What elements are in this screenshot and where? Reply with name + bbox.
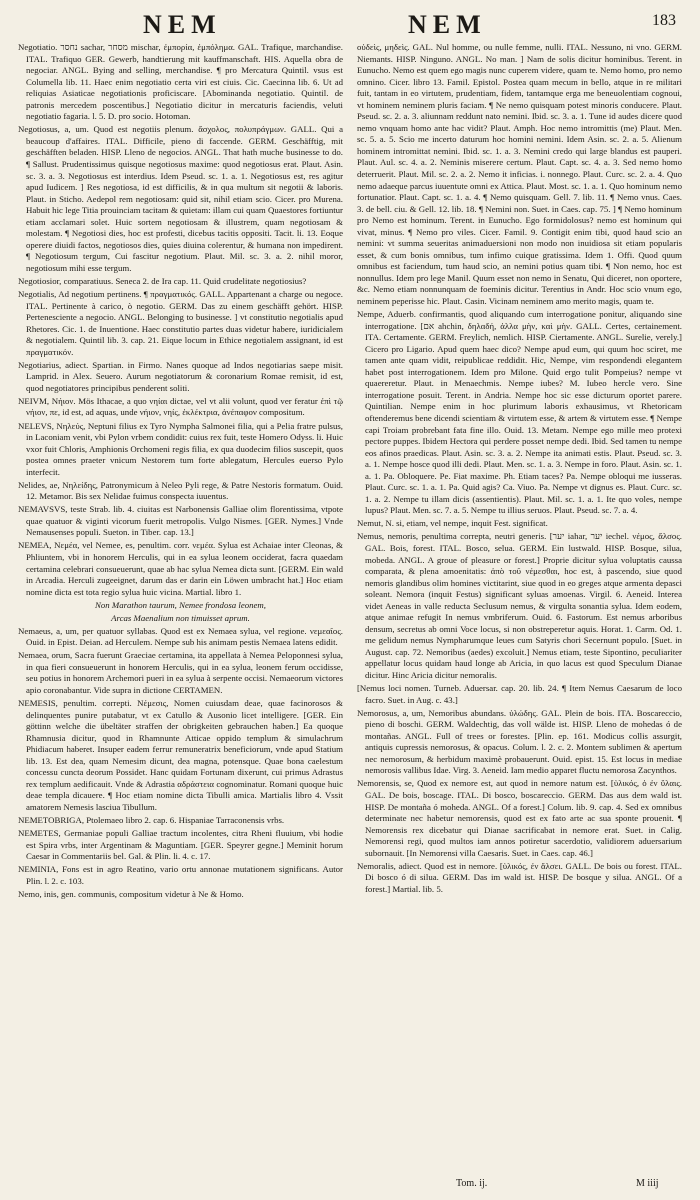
entry-nemaea: Nemaea, orum, Sacra fuerunt Graeciae certamina, ita appellata à Nemea Peloponnesi sylua, in qua fieri consueuerunt in honorem Herculis, qui in ea sylua, leonem ferum occidisse, seu potius in honorem Archemori pueri in ea sylua à serpente occisi. Nemaeorum victores apio coronabantur. Vide supra in dictione CERTAMEN. bbox=[18, 650, 343, 696]
left-column bbox=[18, 42, 343, 1170]
volume-signature: Tom. ij. bbox=[456, 1178, 488, 1189]
entry-nemo-continued: οὐδεὶς, μηδεὶς. GAL. Nul homme, ou nulle femme, nulli. ITAL. Nessuno, ni vno. GERM. Niemants. HISP. Ninguno. ANGL. No man. ] Nam de solis dicitur hominibus. Terent. in Eunucho. Nemo est quem ego magis nunc cuperem videre, quam te. Nemo homo, pro nemo omnino. Cicer. libro 13. Famil. Epistol. Postea quam mecum in bello, atque in re militari fuit, tantam in eo virtutem, prudentiam, fidem, tantamque erga me beneuolentiam cognoui, vt hominem neminem pluris faciam. ¶ Ne nemo quisquam potest minoris conducere. Plaut. Pseud. sc. 2. a. 3. aliunnam reddunt nato nemini. Ibid. sc. 3. a. 1. Tune id audes dicere quod nemo vnquam homo ante hac vidit? Plaut. Amph. Hoc nemo intromittis (me) Plaut. Men. sc. 5. a. 5. Scio me incerto daturum hoc homini nemini. Idem Asin. sc. 2. a. 5. Alienum hominem intromittat nemini. Ibid. sc. 1. a. 3. Nemini credo qui large blandus est pauperi. Plaut. Aul. sc. 4. a. 2. Neminis miserere certum. Plaut. Capt. sc. 4. a. 3. Sed nemo homo deterruerit. Plaut. Mil. sc. 2. a. 2. Nemo it inficias. i. nonnego. Plaut. Curc. sc. 2. a. 4. Quo nemo adaeque parcus iuuentute omni ex Attica. Plaut. Most. sc. 1. a. 1. Quo hominum nemo fortunatior. Plaut. Capt. sc. 1. a. 4. ¶ Nemo quisquam. Gell. 7. lib. 11. ¶ Nemo vnus. Caes. 3. de bell. ciu. & Gell. 12. lib. 18. ¶ Nemini non. Suet. in Caes. cap. 75. ] ¶ Nemo hominum pro Nemo est hominum. Terent. in Eunucho. Ego formidolosus? nemo est hominum qui vivat, minus. ¶ Nemo pro viles. Cicer. Famil. 9. Contigit enim tibi, quod haud scio an nemini: vt summa seueritas animaduersioni non modo non inuidiosa sit etiam popularis esset, & cum bonis omnibus, tum infimo cuique gratissima. Idem 1. Offi. Quod quum omnibus est faciendum, tum haud scio, an nemini potius quam tibi. ¶ Non nemo, hoc est nonnullus. Idem pro lege Manil. Quum esset non nemo in Senatu, Qui diceret, non oportere, &c. Nemo etiam nonnunquam de foeminis dicitur. Terentius in Andr. Hoc scio vnum ego, neminem peperisse hic. Plaut. Casin. Vicinam neminem amo merito magis, quam te. bbox=[357, 42, 682, 307]
right-running-head: NEM bbox=[408, 10, 487, 39]
page-footer bbox=[0, 1178, 700, 1194]
page-number: 183 bbox=[652, 12, 676, 29]
entry-neminia: NEMINIA, Fons est in agro Reatino, vario ortu annonae mutationem significans. Autor Plin. l. 2. c. 103. bbox=[18, 864, 343, 886]
entry-neium: NEIVM, Νήιον. Mös Ithacae, a quo νηίαι dictae, vel vt alii volunt, quod ver feratur ἐπὶ τῷ νήιον, πε, id est, ad aquas, unde νήιον, νηίς, ἐκλέκτρια, ἀνέπαφον compositum. bbox=[18, 395, 343, 418]
entry-nelides: Nelides, ae, Νηλείδης, Patronymicum à Neleo Pyli rege, & Patre Nestoris formatum. Ouid. 12. Metamor. Bis sex Nelidae fuimus conspecta iuuentus. bbox=[18, 479, 343, 502]
entry-nemut: Nemut, N. si, etiam, vel nempe, inquit Fest. significat. bbox=[357, 518, 548, 529]
verse-line-1: Non Marathon taurum, Nemee frondosa leonem, bbox=[95, 599, 266, 610]
entry-nemea: NEMEA, Νεμέα, vel Nemee, es, penultim. corr. νεμέα. Sylua est Achaiae inter Cleonas, & Phliuntem, vbi in honorem Herculis, qui in ea sylua leonem occiderat, facra quaedam certamina celebrari consueuerunt, quae ab hac sylua Nemea dicta sunt. [GERM. Ein wald in Arcadia. Herculi zugeeignet, darum das er darin ein Löwen umbracht hat.] Hoc etiam nomine dicta est tota regio sylua huic vicina. Martial. libro 1. bbox=[18, 540, 343, 597]
entry-negotiatio: Negotiatio. נחסר sachar, מסחר mischar, ἐμπορία, ἐμπόλημα. GAL. Trafique, marchandise. ITAL. Trafiquo GER. Gewerb, handtierung mit kauffmanschaft. HIS. Aquella obra de negociar. ANGL. Bying and selling, merchandise. ¶ pro Mercatura Quintil. vsus est Columella lib. 11. Haec enim negotiatio certa viri est ciuis. Cic. Caecinna lib. 6. Ut ad reliquias Asiaticae negotiationis proficiscare. [Abominanda negotiatio. Quintil. de patronis mercedem poscentibus.] Negotiatio dicitur in mercaturis faciendis, veluti negotiatio fagaria. l. 5. D. pro socio. Hotoman. bbox=[18, 42, 343, 122]
entry-neleus: NELEVS, Νηλεύς, Neptuni filius ex Tyro Nympha Salmonei filia, qui a Pelia fratre pulsus, in Laconiam venit, vbi Pylon vrbem condidit: cuius rex fuit, teste Homero Odyss. li. Huic vxor fuit Chloris, Amphionis Orchomeni regis filia, ex qua duodecim filios suscepit, quos postea omnes praeter vnicum Nestorem tum forte ablegatum, Hercules euerso Pylo interfecit. bbox=[18, 420, 343, 477]
left-running-head: NEM bbox=[143, 10, 222, 39]
entry-nemorosus: Nemorosus, a, um, Nemoribus abundans. ὑλώδης. GAL. Plein de bois. ITA. Boscareccio, pieno di boschi. GERM. Waldechtig, das voll wälde ist. HISP. Lleno de mohedas ó de montañas. ANGL. Full of trees or forestes. [Plin. ep. 161. Modicus collis assurgit, antiquis cupressis nemorosus, & opacus. Colum. l. 2. c. 2. Montem sublimen & apertum nec nemorosum, & herbidum maximè probauerunt. Ouid. epist. 15. Est locus in mediae nemorosis vallibus Idae. Virg. 3. Aeneid. Iam medio apparet fluctu nemorosa Zacynthos. bbox=[357, 707, 682, 776]
text-columns bbox=[18, 42, 682, 1170]
right-column bbox=[357, 42, 682, 1170]
entry-nemus: Nemus, nemoris, penultima correpta, neutri generis. [יער iahar, יער iechel. νέμος, ἄλσος. GAL. Bois, forest. ITAL. Bosco, selua. GERM. Ein lustwald. HISP. Bosque, silua, mobeda. ANGL. A groue of pleasure or forest.] Proprie dicitur sylua voluptatis caussa comparata, & plena amoenitatis: ἀπὸ τοῦ νέμεσθαι, hoc est, à pascendo, siue quod nemoris glandibus olim homines victitarint, siue quod in eo greges atque armenta depasci soleant. Nemora (inquit Festus) significant syluas amoenas. Virgil. 6. Aeneid. Interea videt Aeneas in valle reducta Seclusum nemus, & virgulta sonantia sylua. Idem eodem, atque animae refugit In nemus vmbriferum. Ouid. 6. Fastorum. Est nemus arboribus densum, secretus ab omni Voce locus, si non obstreperetur aquis. Horat. 1. Carm. Od. 1. me gelidum nemus Nympharumque leues cum Satyris chori Secernunt populo. [Suet. in August. cap. 72. Nemoribus (aedes) excoluit.] Nemus etiam, teste Sipontino, peculiariter appellatur locus quidam haud longe ab Aricia, in quo lacus est quod Speculum Dianae dicitur. Hinc Aricia dicitur nemoralis. bbox=[357, 531, 682, 681]
running-header bbox=[18, 8, 682, 42]
entry-nemetes: NEMETES, Germaniae populi Galliae tractum incolentes, citra Rheni fluuium, vbi hodie est Spira vrbs, inter Argentinam & Maguntiam. [GER. Speyrer gegne.] Meminit horum Caesar in Commentariis bel. Gal. & Plin. li. 4. c. 17. bbox=[18, 828, 343, 862]
verse-line-2: Arcas Maenalium non timuisset aprum. bbox=[111, 612, 250, 623]
entry-nemesis: NEMESIS, penultim. correpti. Νέμεσις, Nomen cuiusdam deae, quae facinorosos & delinquentes punire putabatur, vt ex Catullo & Ausonio licet intelligere. [GER. Ein göttinn welche die übeltäter straffen der obrigkeiten gebrauchen haben.] Ea quoque Rhamnusia dicitur, quod in Rhamnunte Atticae oppido templum & simulachrum Phidiacum haberet. Insuper eadem ferrur remuneratrix beneficiorum, vnde apud Statium lib. 13. Est dea, quam Nemesim dicunt, dea magna, potensque. Quae bona caelestum concessu cuncta deorum Possidet. Hanc quidam Fortunam dixerunt, cui primus Adrastus rex templum aedificauit. Vnde & Adrastia αδράστεια cognominatur. Romani quoque huic deae templa dicauere. ¶ Hoc etiam nomine dicta Tibulli amica. Martialis libro 4. Vssit amatorem Nemesis lasciua Tibullum. bbox=[18, 698, 343, 812]
entry-nemausus: NEMAVSVS, teste Strab. lib. 4. ciuitas est Narbonensis Galliae olim florentissima, vtpote quae quatuor & viginti vicorum fuerit metropolis. Vulgo Nismes. [GER. Nymes.] Vnde Nemausenses populi. Sueton. in Tiber. cap. 13.] bbox=[18, 504, 343, 538]
entry-nemaeus: Nemaeus, a, um, per quatuor syllabas. Quod est ex Nemaea sylua, vel regione. νεμεαῖος. Ouid. in Epist. Deian. ad Herculem. Nempe sub his animam pestis Nemaea latens edidit. bbox=[18, 625, 343, 648]
entry-nempe: Nempe, Aduerb. confirmantis, quod aliquando cum interrogatione ponitur, aliquando sine interrogatione. [אם ahchin, δηλαδή, ἀλλα μὴν, καὶ μὴν. GALL. Certes, certainement. ITA. Certamente. GERM. Freylich, nemlich. HISP. Ciertamente. ANGL. Surelie, verely.] Cicero pro Ligario. Apud quem haec dico? Nempe apud eum, qui quum hoc sciret, me tamen ante quam vidit, reipublicae reddidit. Hic, Nempe, vim respondendi elegantem habet post interrogationem. Idem pro Milone. Quid ergo tulit Pompeius? nempe vt quaereretur. Plaut. in Menaechmis. Nempe iubes? M. Iubeo hercle vero. Sine interrogatione posuit. Terent. in Andria. Nempe hoc sic esse dicturum oportet parere. Quintilian. Nempe enim in hoc plurimum laboris exhausimus, vt Rhetoricam oftenderemus bene dicendi scientiam & virtutem esse, & artem & virtutem esse. ¶ Nempe capi Troiam probrebant fata fine illo. Ouid. 13. Metam. Nempe ego mille meo protexi pectore puppes. Ibidem Hectora qui perdere posset nempe dedi. Ibid. Sed tamen tu nempe eos afinos praedicas. Plaut. Asin. sc. 3. a. 2. Nempe ita animati estis. Plaut. Pseud. sc. 3. a. 1. Nempe hosce quod illi dedi. Plaut. Men. sc. 1. a. 3. Nempe in foro. Plaut. Asin. sc. 1. a. 1. Pa. Obloquere. Pe. Fiat maxime. Ph. Etiam taces? Pa. Nempe obloqui me iusseras. Plaut. Curc. sc. 1. a. 1. Pa. Quid agis? Ca. Viuo. Pa. Nempe vt dignus es. Plaut. Curc. sc. 1. a. 2. Nempe tu illam dicis (assentientis). Plaut. Mil. sc. 1. a. 1. Ite quo voles, nempe lupus? Plaut. Men. sc. 7. a. 5. Nempe tu illius seruos. Plaut. Pseud. sc. 7. a. 4. bbox=[357, 309, 682, 516]
entry-nemetobriga: NEMETOBRIGA, Ptolemaeo libro 2. cap. 6. Hispaniae Tarraconensis vrbs. bbox=[18, 815, 285, 826]
entry-negotiarius: Negotiarius, adiect. Spartian. in Firmo. Nanes quoque ad Indos negotiarias saepe misit. Lamprid. in Alex. Seuero. Aurum negotiatorum & coronarium Romae remisit, id est, quod negotiatores principibus penderent soliti. bbox=[18, 359, 343, 393]
entry-nemo: Nemo, inis, gen. communis, compositum videtur à Ne & Homo. bbox=[18, 888, 244, 899]
entry-nemorensis: Nemorensis, se, Quod ex nemore est, aut quod in nemore natum est. [ὑλικός, ὁ ἐν ὕλαις. GAL. De bois, boscage. ITAL. Di bosco, boscareccio. GERM. Das aus dem wald ist. HISP. De montaña ó moheda. ANGL. Of a forest.] Colum. lib. 9. cap. 4. Sed ex omnibus determinate nec habetur nemorensis, quod est ex fato arte ac sua sponte prouenit. ¶ Nemorensis rex dicebatur qui Dianae sacrificabat in nemore erat. Suet. in Calig. Nemorensi regi, quod multos iam annos potiretur sacerdotio, validiorem aduersarium subornauit. [In Nemorensi villa Caesaris. Suet. in Caes. cap. 46.] bbox=[357, 778, 682, 858]
gathering-signature: M iiij bbox=[636, 1178, 659, 1189]
entry-negotiosus: Negotiosus, a, um. Quod est negotiis plenum. ἄσχολος, πολυπράγμων. GALL. Qui a beaucoup d'affaires. ITAL. Difficile, pieno di faccende. GERM. Geschäfftig, mit geschäfften beladen. HISP. Lleno de negocios. ANGL. That hath muche businesse to do. ¶ Sallust. Prudentissimus quisque negotiosus maxime: quod negotiosus erat. Plaut. Asin. sc. 3. a. 3. Negotiosus est interdius. Idem Pseud. sc. 1. a. 1. Negotiosus est, res agitur apud Iudicem. ] Res negotiosa, id est difficilis, & in qua multum sit negotii & laboris. Plaut. in Sticho. Aedepol rem negotiosam: quid sit, nihil etiam scio. Cicer. pro Murena. Habuit hic lege Titia prouinciam tacitam & quietam: illam cui quam Quaestores fortiuntur etiam acclamari solet. Huic sortem negotiosam & illustrem, quam negotiosam & molestam. ¶ Negotiosi dies, hoc est profesti, dicebus tacitis oppositi. Tacit. li. 13. Eoque operere diuidi factos, negotiosos dies, quies diuina colerentur, & humana non impedirent. ¶ Negotiosum tergum, Cui fascitur negotium. Plaut. Mil. sc. 3. a. 2. nihil moror, negotiosum mihi esse tergum. bbox=[18, 124, 343, 273]
entry-negotiosior: Negotiosior, comparatiuus. Seneca 2. de Ira cap. 11. Quid crudelitate negotiosius? bbox=[18, 275, 307, 286]
entry-nemoralis: Nemoralis, adiect. Quod est in nemore. [ὑλικός, ἐν ἄλσει. GALL. De bois ou forest. ITAL. Di bosco ó di silua. GERM. Das im wald ist. HISP. De bosque y silua. ANGL. Of a forest.] Martial. lib. 5. bbox=[357, 860, 682, 894]
entry-nemus-loci: [Nemus loci nomen. Turneb. Aduersar. cap. 20. lib. 24. ¶ Item Nemus Caesarum de loco facro. Suet. in Aug. c. 43.] bbox=[357, 683, 682, 705]
entry-negotialis: Negotialis, Ad negotium pertinens. ¶ πραγματικός. GALL. Appartenant a charge ou negoce. ITAL. Pertinente à carico, ò negotio. GERM. Das zu einem geschäfft gehört. HISP. Pertenesciente a negocio. ANGL. Belonging to businesse. ] vt constitutio negotialis apud Rhetores. Cic. 1. de Inuentione. Haec constitutio partes duas videtur habere, iuridicialem & negotialem. Quintil lib. 3. cap. 21. Eique locum in Ethice negotialem assignant, id est πραγματικόν. bbox=[18, 288, 343, 357]
